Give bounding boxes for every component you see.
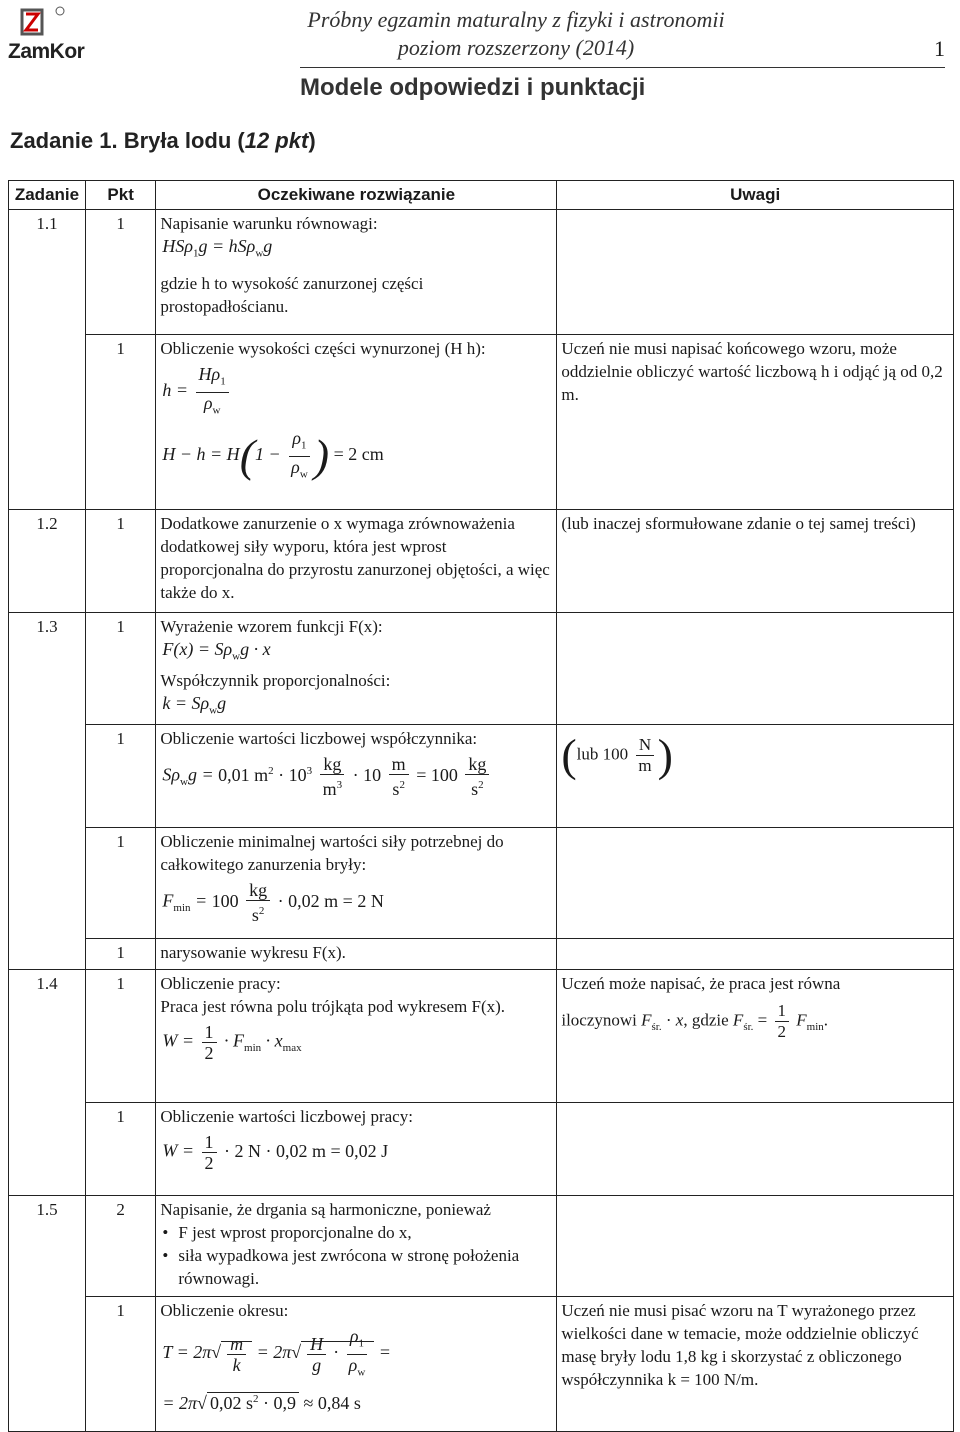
solution-cell: Wyrażenie wzorem funkcji F(x): $F(x) = S\rho_wg \cdot x$ Współczynnik proporcjonalności: $k = S\rho_wg$ bbox=[156, 613, 557, 725]
k-value-formula: $S\rho_wg = 0,01$ $m^2 \cdot 10^3$ $\frac{kg}{m^3}$ · 10 $\frac{m}{s^2}$ = 100 $\frac{kg}{s^2}$ bbox=[160, 754, 552, 799]
force-formula: $F(x) = S\rho_wg \cdot x$ bbox=[162, 639, 271, 663]
exam-title: Próbny egzamin maturalny z fizyki i astronomii poziom rozszerzony (2014) bbox=[307, 7, 725, 60]
page-number: 1 bbox=[934, 36, 945, 61]
note-cell: (lub inaczej sformułowane zdanie o tej samej treści) bbox=[557, 510, 954, 613]
table-row: 1 narysowanie wykresu F(x). bbox=[9, 939, 954, 970]
table-row: 1 Obliczenie minimalnej wartości siły potrzebnej do całkowitego zanurzenia bryły: $F_{min} = 100$ $\frac{kg}{s^2}$ · 0,02 m = 2 N bbox=[9, 828, 954, 939]
section-title: Modele odpowiedzi i punktacji bbox=[300, 74, 646, 101]
work-value-formula: W = $\frac{1}{2}$ · 2 N · 0,02 m = 0,02 J bbox=[162, 1132, 389, 1174]
col-header-notes: Uwagi bbox=[557, 181, 954, 210]
solution-cell: Napisanie, że drgania są harmoniczne, ponieważ • F jest wprost proporcjonalne do x, • siła wypadkowa jest zwrócona w stronę położenia równowagi. bbox=[156, 1196, 557, 1297]
table-row: 1.1 1 Napisanie warunku równowagi: HSρ$_1$g = hSρ$_w$g gdzie h to wysokość zanurzonej części prostopadłościanu. bbox=[9, 210, 954, 335]
solution-cell: Obliczenie wysokości części wynurzonej (H h): h = $\frac{H\rho_1}{\rho_w}$ H − h = H(1 − $\frac{\rho_1}{\rho_w}$ ) = 2 cm bbox=[156, 335, 557, 510]
table-row: 1 Obliczenie wartości liczbowej pracy: W = $\frac{1}{2}$ · 2 N · 0,02 m = 0,02 J bbox=[9, 1103, 954, 1196]
equilibrium-formula: HSρ$_1$g = hSρ$_w$g bbox=[162, 236, 273, 260]
table-row: 1.4 1 Obliczenie pracy: Praca jest równa polu trójkąta pod wykresem F(x). W = $\frac{1}{2}$ · $F_{min} \cdot x_{max}$ Uczeń może napisać, że praca jest równa iloczynowi $F_{śr.} \cdot x$, gdzie $F_{śr.}$ = $\frac{1}{2}$ $F_{min}$. bbox=[9, 970, 954, 1103]
solution-cell: Obliczenie minimalnej wartości siły potrzebnej do całkowitego zanurzenia bryły: $F_{min} = 100$ $\frac{kg}{s^2}$ · 0,02 m = 2 N bbox=[156, 828, 557, 939]
list-item: • F jest wprost proporcjonalne do x, bbox=[178, 1221, 552, 1244]
solution-cell: Obliczenie wartości liczbowej współczynnika: $S\rho_wg = 0,01$ $m^2 \cdot 10^3$ $\frac{kg}{m^3}$ · 10 $\frac{m}{s^2}$ = 100 $\frac{kg}{s^2}$ bbox=[156, 725, 557, 828]
solution-cell: Obliczenie okresu: T = 2π√ $\frac{m}{k}$ = 2π√ $\frac{H}{g}$ · $\frac{\rho_1}{\rho_w}$ = = 2π√ 0,02 $s^2 \cdot 0,9 \approx 0,84$ s bbox=[156, 1297, 557, 1432]
table-header-row bbox=[9, 181, 954, 210]
note-cell: (lub 100 $\frac{N}{m}$ ) bbox=[557, 725, 954, 828]
work-formula: W = $\frac{1}{2}$ · $F_{min} \cdot x_{max}$ bbox=[162, 1022, 302, 1064]
solution-cell: Obliczenie wartości liczbowej pracy: W = $\frac{1}{2}$ · 2 N · 0,02 m = 0,02 J bbox=[156, 1103, 557, 1196]
solution-cell: Obliczenie pracy: Praca jest równa polu trójkąta pod wykresem F(x). W = $\frac{1}{2}$ · $F_{min} \cdot x_{max}$ bbox=[156, 970, 557, 1103]
table-row: 1.2 1 Dodatkowe zanurzenie o x wymaga zrównoważenia dodatkowej siły wyporu, która jest wprost proporcjonalna do przyrostu zanurzonej objętości, a więc także do x. (lub inaczej sformułowane zdanie o tej samej treści) bbox=[9, 510, 954, 613]
table-row: 1 Obliczenie wysokości części wynurzonej (H h): h = $\frac{H\rho_1}{\rho_w}$ H − h = H(1 − $\frac{\rho_1}{\rho_w}$ ) = 2 cm Uczeń nie musi napisać końcowego wzoru, może oddzielnie obliczyć wartość liczbową h i odjąć ją od 0,2 m. bbox=[9, 335, 954, 510]
period-formula: T = 2π√ $\frac{m}{k}$ = 2π√ $\frac{H}{g}$ · $\frac{\rho_1}{\rho_w}$ = bbox=[162, 1326, 391, 1379]
note-cell: Uczeń nie musi pisać wzoru na T wyrażonego przez wielkości dane w temacie, może oddzielnie obliczyć masę bryły lodu 1,8 kg i skorzystać z obliczonego współczynnika k = 100 N/m. bbox=[557, 1297, 954, 1432]
col-header-solution: Oczekiwane rozwiązanie bbox=[156, 181, 557, 210]
list-item: • siła wypadkowa jest zwrócona w stronę położenia równowagi. bbox=[178, 1244, 552, 1290]
period-value-formula: = 2π√ 0,02 $s^2 \cdot 0,9 \approx 0,84$ s bbox=[162, 1393, 361, 1414]
note-cell: Uczeń może napisać, że praca jest równa iloczynowi $F_{śr.} \cdot x$, gdzie $F_{śr.}$ = $\frac{1}{2}$ $F_{min}$. bbox=[557, 970, 954, 1103]
table-row: 1 Obliczenie okresu: T = 2π√ $\frac{m}{k}$ = 2π√ $\frac{H}{g}$ · $\frac{\rho_1}{\rho_w}$ = = 2π√ 0,02 $s^2 \cdot 0,9 \approx 0,84$ s Uczeń nie musi pisać wzoru na T wyrażonego przez wielkości dane w temacie, może oddzielnie obliczyć masę bryły lodu 1,8 kg i skorzystać z obliczonego współczynnika k = 100 N/m. bbox=[9, 1297, 954, 1432]
k-formula: $k = S\rho_wg$ bbox=[162, 692, 227, 717]
table-row: 1.3 1 Wyrażenie wzorem funkcji F(x): $F(x) = S\rho_wg \cdot x$ Współczynnik proporcjonalności: $k = S\rho_wg$ bbox=[9, 613, 954, 725]
difference-formula: H − h = H(1 − $\frac{\rho_1}{\rho_w}$ ) = 2 cm bbox=[162, 428, 384, 482]
h-formula: h = $\frac{H\rho_1}{\rho_w}$ bbox=[160, 364, 552, 420]
solution-cell: narysowanie wykresu F(x). bbox=[156, 939, 557, 970]
task-title: Zadanie 1. Bryła lodu (12 pkt) bbox=[10, 128, 316, 153]
note-cell: Uczeń nie musi napisać końcowego wzoru, może oddzielnie obliczyć wartość liczbową h i odjąć ją od 0,2 m. bbox=[557, 335, 954, 510]
col-header-points: Pkt bbox=[85, 181, 155, 210]
solution-cell: Dodatkowe zanurzenie o x wymaga zrównoważenia dodatkowej siły wyporu, która jest wprost proporcjonalna do przyrostu zanurzonej objętości, a więc także do x. bbox=[156, 510, 557, 613]
answer-table bbox=[8, 180, 954, 1432]
header-divider bbox=[300, 67, 945, 68]
logo-text: ZamKor bbox=[8, 40, 85, 63]
fmin-formula: $F_{min} = 100$ $\frac{kg}{s^2}$ · 0,02 m = 2 N bbox=[162, 880, 384, 926]
col-header-task: Zadanie bbox=[9, 181, 86, 210]
table-row: 1 Obliczenie wartości liczbowej współczynnika: $S\rho_wg = 0,01$ $m^2 \cdot 10^3$ $\frac{kg}{m^3}$ · 10 $\frac{m}{s^2}$ = 100 $\frac{kg}{s^2}$ (lub 100 $\frac{N}{m}$ ) bbox=[9, 725, 954, 828]
reason-list bbox=[160, 1221, 552, 1290]
table-row: 1.5 2 Napisanie, że drgania są harmoniczne, ponieważ • F jest wprost proporcjonalne do x, • siła wypadkowa jest zwrócona w stronę położenia równowagi. bbox=[9, 1196, 954, 1297]
solution-cell: Napisanie warunku równowagi: HSρ$_1$g = hSρ$_w$g gdzie h to wysokość zanurzonej części prostopadłościanu. bbox=[156, 210, 557, 335]
